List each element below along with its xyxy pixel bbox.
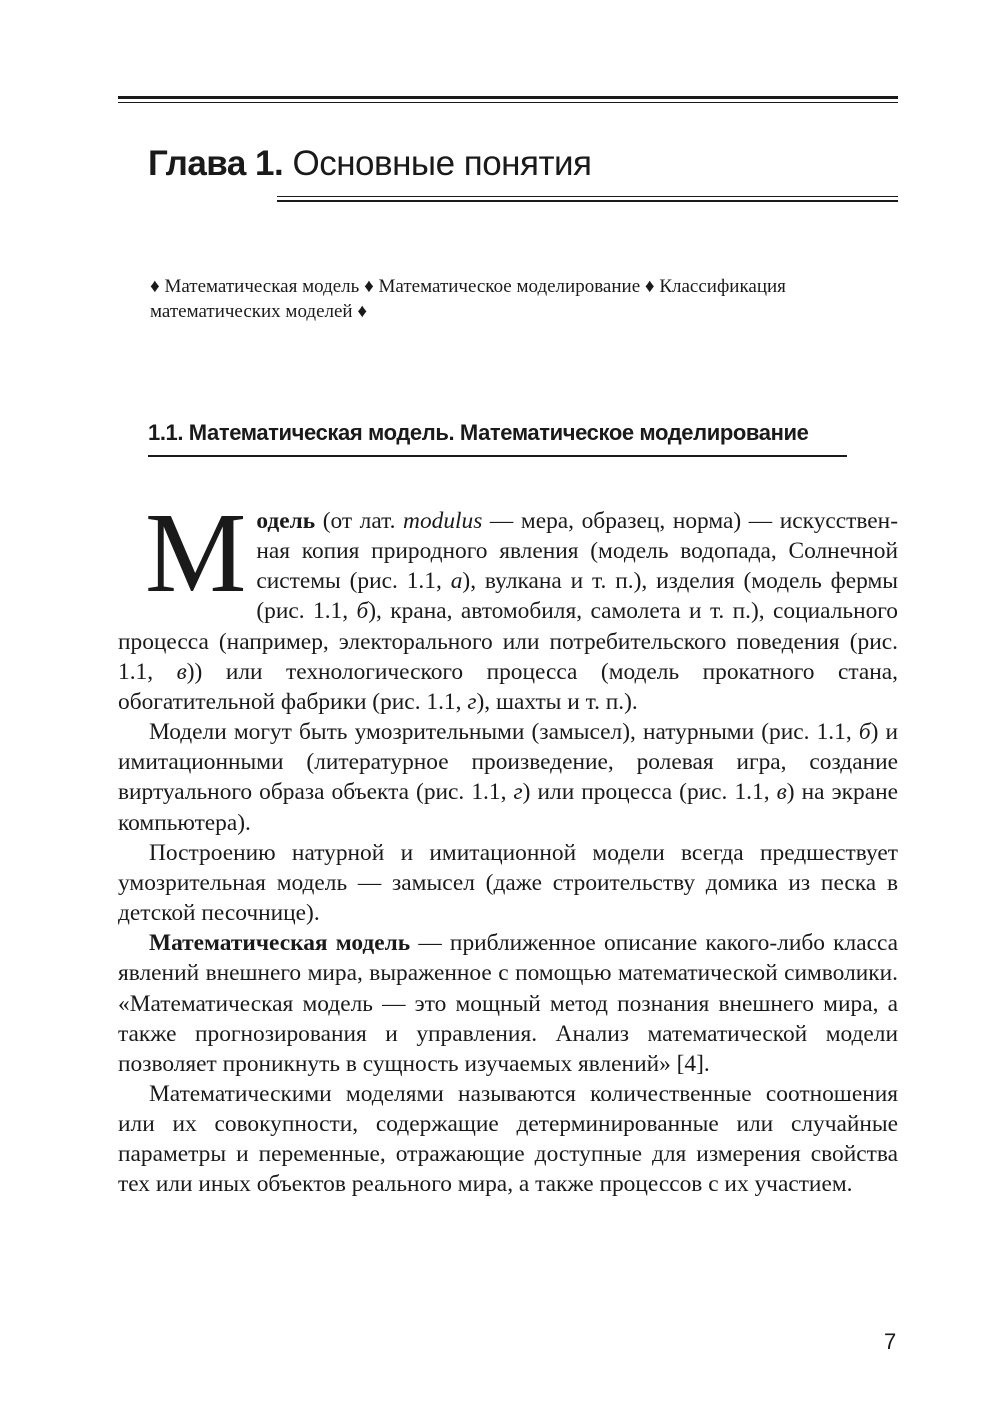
text-run: Модели могут быть умозрительными (замысел), натурными (рис. 1.1,	[149, 719, 859, 746]
section-heading-rule	[148, 455, 847, 457]
paragraph-3: Построению натурной и имитационной модели всегда предшествует умозрительная модель — замысел (даже строительству домика из песка в детской песочнице).	[118, 839, 898, 927]
text-run: )) или технологического процесса (модель прокатного стана, обогатительной фабрики (рис. 1.1,	[118, 658, 898, 715]
term-math-model: Математическая модель	[149, 930, 411, 957]
text-run: ) или процесса (рис. 1.1,	[522, 779, 777, 806]
paragraph-5: Математическими моделями называются количественные соотношения или их совокупности, содержащие детерминированные или случайные параметры и переменные, отражающие доступные для измерения свойства тех или иных объектов реального мира, а также процессов с их участием.	[118, 1080, 898, 1198]
latin-term: modulus	[403, 508, 483, 534]
paragraph-1	[118, 489, 898, 717]
keyword-item: ♦ Классификация математических моделей	[150, 276, 786, 322]
figure-ref: б	[858, 719, 871, 746]
drop-cap: М	[145, 489, 247, 616]
text-run: — мера, образец, норма) — искусственная копия природного явления (модель водопада, Солнечной системы (рис. 1.1,	[256, 508, 898, 595]
text-run: ), вулкана и т. п.), изделия (модель фермы (рис. 1.1,	[256, 568, 898, 625]
text-run: (от лат.	[315, 508, 404, 534]
text-run: — приближенное описание какого-либо класса явлений внешнего мира, выраженное с помощью математической символики. «Математическая модель — это мощный метод познания внешнего мира, а также прогнозирования и управления. Анализ математической модели позволяет проникнуть в сущность изучаемых явлений» [4].	[118, 930, 899, 1077]
body-text	[118, 489, 899, 1200]
keyword-item: ♦ Математическое моделирование	[364, 276, 640, 297]
paragraph-2	[118, 717, 898, 838]
chapter-name: Основные понятия	[292, 144, 592, 183]
keyword-end-diamond: ♦	[352, 301, 368, 322]
chapter-title	[148, 142, 592, 186]
section-heading: 1.1. Математическая модель. Математическое моделирование	[148, 420, 809, 445]
figure-ref: в	[176, 658, 187, 685]
chapter-title-rule	[277, 196, 898, 202]
paragraph-4	[118, 928, 898, 1079]
chapter-label: Глава 1.	[148, 144, 284, 183]
text-run: ), шахты и т. п.).	[476, 688, 638, 715]
figure-ref: а	[450, 568, 463, 595]
text-run: ) на экране компьютера).	[118, 779, 899, 836]
text-run: ), крана, автомобиля, самолета и т. п.), социального процесса (например, электорального или потребительского поведения (рис. 1.1,	[118, 598, 898, 685]
figure-ref: г	[467, 688, 477, 715]
figure-ref: б	[356, 598, 369, 625]
page-number: 7	[884, 1329, 897, 1354]
term-model: одель	[256, 508, 316, 534]
figure-ref: в	[776, 779, 787, 806]
chapter-keywords	[150, 274, 800, 324]
text-run: ) и имитационными (литературное произведение, ролевая игра, создание виртуального образа объекта (рис. 1.1,	[118, 719, 899, 806]
figure-ref: г	[513, 779, 523, 806]
keyword-item: ♦ Математическая модель	[150, 276, 359, 297]
top-double-rule	[118, 96, 898, 103]
